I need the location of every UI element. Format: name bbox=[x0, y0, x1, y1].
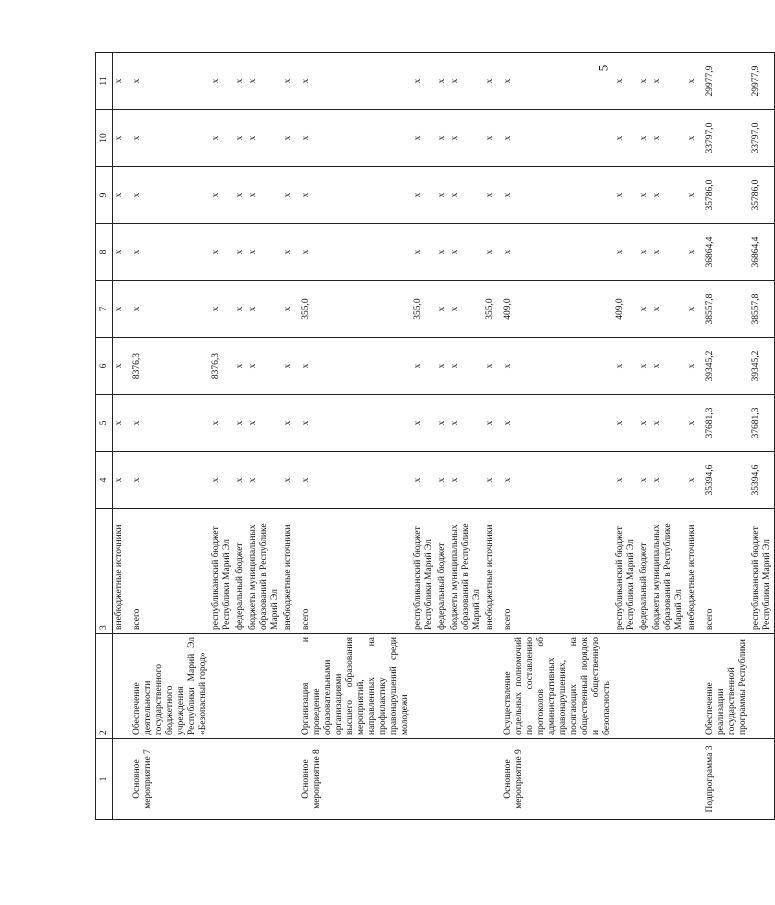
value-cell-col-9: x bbox=[686, 167, 699, 224]
value-cell-col-5: x bbox=[686, 395, 699, 452]
value-cell-col-10: x bbox=[412, 110, 436, 167]
funding-source-cell: всего bbox=[126, 509, 210, 634]
table-body bbox=[113, 53, 775, 820]
header-row bbox=[96, 53, 113, 820]
value-cell-col-4: x bbox=[113, 452, 127, 509]
activity-name-cell bbox=[651, 634, 686, 739]
funding-source-cell: бюджеты муниципальных образований в Республике Марий Эл bbox=[651, 509, 686, 634]
value-cell-col-11: x bbox=[638, 53, 651, 110]
activity-code-cell: Основное мероприятие 9 bbox=[497, 739, 614, 820]
value-cell-col-6: x bbox=[497, 338, 614, 395]
value-cell-col-11: x bbox=[295, 53, 412, 110]
value-cell-col-11: x bbox=[234, 53, 247, 110]
value-cell-col-10: 33797,0 bbox=[699, 110, 750, 167]
value-cell-col-9: x bbox=[412, 167, 436, 224]
value-cell-col-9: 35786,0 bbox=[750, 167, 775, 224]
value-cell-col-8: x bbox=[449, 224, 484, 281]
funding-source-cell: республиканский бюджет Республики Марий Эл bbox=[210, 509, 234, 634]
value-cell-col-11: x bbox=[126, 53, 210, 110]
value-cell-col-11: 29977,9 bbox=[699, 53, 750, 110]
value-cell-col-11: x bbox=[497, 53, 614, 110]
table-row bbox=[282, 53, 295, 820]
value-cell-col-11: x bbox=[113, 53, 127, 110]
activity-code-cell bbox=[484, 739, 497, 820]
table-row bbox=[247, 53, 282, 820]
value-cell-col-8: x bbox=[484, 224, 497, 281]
funding-source-cell: внебюджетные источники bbox=[484, 509, 497, 634]
value-cell-col-4: x bbox=[651, 452, 686, 509]
funding-source-cell: всего bbox=[295, 509, 412, 634]
value-cell-col-9: x bbox=[247, 167, 282, 224]
value-cell-col-8: x bbox=[126, 224, 210, 281]
value-cell-col-7: x bbox=[436, 281, 449, 338]
column-header-10: 10 bbox=[96, 110, 113, 167]
funding-source-cell: всего bbox=[699, 509, 750, 634]
value-cell-col-4: x bbox=[282, 452, 295, 509]
activity-code-cell bbox=[210, 739, 234, 820]
value-cell-col-10: x bbox=[210, 110, 234, 167]
value-cell-col-8: x bbox=[295, 224, 412, 281]
value-cell-col-5: x bbox=[282, 395, 295, 452]
activity-code-cell bbox=[614, 739, 638, 820]
column-header-11: 11 bbox=[96, 53, 113, 110]
value-cell-col-9: x bbox=[282, 167, 295, 224]
value-cell-col-8: x bbox=[638, 224, 651, 281]
value-cell-col-4: 35394,6 bbox=[699, 452, 750, 509]
value-cell-col-6: 39345,2 bbox=[699, 338, 750, 395]
rotated-table-container bbox=[95, 60, 772, 820]
activity-code-cell bbox=[686, 739, 699, 820]
table-row bbox=[210, 53, 234, 820]
activity-code-cell bbox=[449, 739, 484, 820]
value-cell-col-10: x bbox=[614, 110, 638, 167]
value-cell-col-6: x bbox=[484, 338, 497, 395]
value-cell-col-10: x bbox=[436, 110, 449, 167]
value-cell-col-7: x bbox=[126, 281, 210, 338]
value-cell-col-6: x bbox=[436, 338, 449, 395]
funding-source-cell: федеральный бюджет bbox=[234, 509, 247, 634]
value-cell-col-10: x bbox=[247, 110, 282, 167]
activity-name-cell bbox=[614, 634, 638, 739]
table-row bbox=[113, 53, 127, 820]
value-cell-col-11: x bbox=[614, 53, 638, 110]
value-cell-col-10: x bbox=[638, 110, 651, 167]
column-header-7: 7 bbox=[96, 281, 113, 338]
column-header-9: 9 bbox=[96, 167, 113, 224]
activity-name-cell: Организация и проведение образовательными организациями высшего образования мероприятий, направленных на профилактику правонарушений среди молодежи bbox=[295, 634, 412, 739]
table-row bbox=[686, 53, 699, 820]
activity-code-cell bbox=[638, 739, 651, 820]
value-cell-col-8: x bbox=[210, 224, 234, 281]
activity-name-cell bbox=[234, 634, 247, 739]
funding-source-cell: федеральный бюджет bbox=[638, 509, 651, 634]
funding-source-cell: бюджеты муниципальных образований в Республике Марий Эл bbox=[449, 509, 484, 634]
value-cell-col-7: 355,0 bbox=[484, 281, 497, 338]
value-cell-col-9: x bbox=[497, 167, 614, 224]
value-cell-col-9: x bbox=[295, 167, 412, 224]
value-cell-col-6: x bbox=[113, 338, 127, 395]
value-cell-col-7: 409,0 bbox=[497, 281, 614, 338]
activity-name-cell: Обеспечение реализации государственной программы Республики bbox=[699, 634, 750, 739]
value-cell-col-10: x bbox=[295, 110, 412, 167]
value-cell-col-9: x bbox=[436, 167, 449, 224]
activity-name-cell: Обеспечение деятельности государственного бюджетного учреждения Республики Марий Эл «Безопасный город» bbox=[126, 634, 210, 739]
value-cell-col-5: 37681,3 bbox=[699, 395, 750, 452]
value-cell-col-6: x bbox=[282, 338, 295, 395]
value-cell-col-6: 8376,3 bbox=[210, 338, 234, 395]
value-cell-col-5: x bbox=[210, 395, 234, 452]
value-cell-col-6: x bbox=[234, 338, 247, 395]
value-cell-col-4: x bbox=[497, 452, 614, 509]
value-cell-col-6: x bbox=[247, 338, 282, 395]
activity-name-cell bbox=[638, 634, 651, 739]
activity-name-cell bbox=[247, 634, 282, 739]
value-cell-col-4: x bbox=[295, 452, 412, 509]
funding-source-cell: бюджеты муниципальных образований в Республике Марий Эл bbox=[247, 509, 282, 634]
value-cell-col-8: x bbox=[412, 224, 436, 281]
page-number: 5 bbox=[595, 64, 611, 72]
value-cell-col-10: x bbox=[282, 110, 295, 167]
value-cell-col-11: x bbox=[651, 53, 686, 110]
column-header-3: 3 bbox=[96, 509, 113, 634]
activity-name-cell bbox=[436, 634, 449, 739]
table-row bbox=[126, 53, 210, 820]
activity-name-cell bbox=[484, 634, 497, 739]
activity-code-cell bbox=[436, 739, 449, 820]
value-cell-col-5: x bbox=[497, 395, 614, 452]
activity-code-cell bbox=[113, 739, 127, 820]
value-cell-col-10: x bbox=[126, 110, 210, 167]
value-cell-col-5: x bbox=[449, 395, 484, 452]
value-cell-col-11: x bbox=[449, 53, 484, 110]
column-header-4: 4 bbox=[96, 452, 113, 509]
value-cell-col-4: x bbox=[234, 452, 247, 509]
value-cell-col-11: x bbox=[412, 53, 436, 110]
value-cell-col-11: x bbox=[210, 53, 234, 110]
table-row bbox=[436, 53, 449, 820]
value-cell-col-5: x bbox=[638, 395, 651, 452]
value-cell-col-4: x bbox=[638, 452, 651, 509]
value-cell-col-4: 35394,6 bbox=[750, 452, 775, 509]
value-cell-col-4: x bbox=[449, 452, 484, 509]
value-cell-col-9: x bbox=[449, 167, 484, 224]
value-cell-col-7: x bbox=[210, 281, 234, 338]
value-cell-col-10: x bbox=[484, 110, 497, 167]
activity-name-cell bbox=[750, 634, 775, 739]
value-cell-col-5: x bbox=[295, 395, 412, 452]
value-cell-col-6: x bbox=[638, 338, 651, 395]
activity-name-cell bbox=[449, 634, 484, 739]
value-cell-col-11: x bbox=[484, 53, 497, 110]
funding-source-cell: республиканский бюджет Республики Марий Эл bbox=[412, 509, 436, 634]
value-cell-col-7: x bbox=[449, 281, 484, 338]
value-cell-col-10: x bbox=[686, 110, 699, 167]
funding-source-cell: республиканский бюджет Республики Марий Эл bbox=[614, 509, 638, 634]
value-cell-col-7: 38557,8 bbox=[750, 281, 775, 338]
value-cell-col-8: x bbox=[497, 224, 614, 281]
value-cell-col-8: x bbox=[247, 224, 282, 281]
value-cell-col-7: 355,0 bbox=[412, 281, 436, 338]
table-row bbox=[614, 53, 638, 820]
value-cell-col-8: x bbox=[614, 224, 638, 281]
value-cell-col-8: x bbox=[282, 224, 295, 281]
activity-code-cell bbox=[282, 739, 295, 820]
column-header-5: 5 bbox=[96, 395, 113, 452]
value-cell-col-11: 29977,9 bbox=[750, 53, 775, 110]
table-row bbox=[234, 53, 247, 820]
value-cell-col-7: x bbox=[282, 281, 295, 338]
value-cell-col-9: x bbox=[210, 167, 234, 224]
funding-source-cell: внебюджетные источники bbox=[113, 509, 127, 634]
value-cell-col-5: x bbox=[651, 395, 686, 452]
value-cell-col-4: x bbox=[614, 452, 638, 509]
activity-name-cell bbox=[412, 634, 436, 739]
value-cell-col-6: x bbox=[449, 338, 484, 395]
value-cell-col-10: 33797,0 bbox=[750, 110, 775, 167]
value-cell-col-7: 355,0 bbox=[295, 281, 412, 338]
value-cell-col-4: x bbox=[210, 452, 234, 509]
value-cell-col-4: x bbox=[436, 452, 449, 509]
table-row bbox=[449, 53, 484, 820]
table-row bbox=[638, 53, 651, 820]
table-row bbox=[651, 53, 686, 820]
funding-source-cell: федеральный бюджет bbox=[436, 509, 449, 634]
value-cell-col-4: x bbox=[686, 452, 699, 509]
table-row bbox=[484, 53, 497, 820]
value-cell-col-5: x bbox=[614, 395, 638, 452]
value-cell-col-4: x bbox=[412, 452, 436, 509]
value-cell-col-5: x bbox=[126, 395, 210, 452]
activity-name-cell bbox=[282, 634, 295, 739]
value-cell-col-8: x bbox=[651, 224, 686, 281]
table-row bbox=[412, 53, 436, 820]
funding-source-cell: внебюджетные источники bbox=[282, 509, 295, 634]
value-cell-col-6: 39345,2 bbox=[750, 338, 775, 395]
value-cell-col-5: x bbox=[412, 395, 436, 452]
column-header-6: 6 bbox=[96, 338, 113, 395]
value-cell-col-6: x bbox=[651, 338, 686, 395]
value-cell-col-9: x bbox=[484, 167, 497, 224]
activity-code-cell bbox=[247, 739, 282, 820]
value-cell-col-4: x bbox=[484, 452, 497, 509]
value-cell-col-4: x bbox=[247, 452, 282, 509]
value-cell-col-5: 37681,3 bbox=[750, 395, 775, 452]
value-cell-col-10: x bbox=[651, 110, 686, 167]
value-cell-col-11: x bbox=[436, 53, 449, 110]
value-cell-col-5: x bbox=[436, 395, 449, 452]
table-row bbox=[699, 53, 750, 820]
value-cell-col-9: x bbox=[113, 167, 127, 224]
value-cell-col-7: x bbox=[247, 281, 282, 338]
activity-name-cell: Осуществление отдельных полномочий по составлению протоколов об административных правонарушениях, посягающих на общественный порядок и общественную безопасность bbox=[497, 634, 614, 739]
value-cell-col-10: x bbox=[113, 110, 127, 167]
value-cell-col-9: x bbox=[651, 167, 686, 224]
value-cell-col-10: x bbox=[497, 110, 614, 167]
value-cell-col-7: 409,0 bbox=[614, 281, 638, 338]
budget-table bbox=[95, 52, 775, 820]
value-cell-col-7: x bbox=[638, 281, 651, 338]
value-cell-col-6: x bbox=[295, 338, 412, 395]
activity-code-cell: Подпрограмма 3 bbox=[699, 739, 750, 820]
value-cell-col-8: x bbox=[436, 224, 449, 281]
value-cell-col-9: x bbox=[614, 167, 638, 224]
value-cell-col-8: x bbox=[686, 224, 699, 281]
activity-name-cell bbox=[210, 634, 234, 739]
value-cell-col-7: x bbox=[686, 281, 699, 338]
activity-code-cell: Основное мероприятие 7 bbox=[126, 739, 210, 820]
activity-code-cell bbox=[651, 739, 686, 820]
activity-code-cell bbox=[234, 739, 247, 820]
column-header-1: 1 bbox=[96, 739, 113, 820]
table-row bbox=[750, 53, 775, 820]
value-cell-col-10: x bbox=[449, 110, 484, 167]
table-row bbox=[295, 53, 412, 820]
table-row bbox=[497, 53, 614, 820]
value-cell-col-7: 38557,8 bbox=[699, 281, 750, 338]
value-cell-col-5: x bbox=[234, 395, 247, 452]
value-cell-col-7: x bbox=[113, 281, 127, 338]
value-cell-col-5: x bbox=[247, 395, 282, 452]
value-cell-col-4: x bbox=[126, 452, 210, 509]
value-cell-col-10: x bbox=[234, 110, 247, 167]
value-cell-col-9: x bbox=[638, 167, 651, 224]
value-cell-col-9: x bbox=[126, 167, 210, 224]
funding-source-cell: внебюджетные источники bbox=[686, 509, 699, 634]
value-cell-col-6: x bbox=[686, 338, 699, 395]
activity-code-cell: Основное мероприятие 8 bbox=[295, 739, 412, 820]
value-cell-col-6: 8376,3 bbox=[126, 338, 210, 395]
value-cell-col-11: x bbox=[282, 53, 295, 110]
value-cell-col-7: x bbox=[651, 281, 686, 338]
value-cell-col-11: x bbox=[247, 53, 282, 110]
value-cell-col-8: 36864,4 bbox=[750, 224, 775, 281]
value-cell-col-5: x bbox=[484, 395, 497, 452]
value-cell-col-11: x bbox=[686, 53, 699, 110]
value-cell-col-6: x bbox=[412, 338, 436, 395]
value-cell-col-6: x bbox=[614, 338, 638, 395]
value-cell-col-8: x bbox=[234, 224, 247, 281]
value-cell-col-8: x bbox=[113, 224, 127, 281]
value-cell-col-7: x bbox=[234, 281, 247, 338]
activity-name-cell bbox=[686, 634, 699, 739]
funding-source-cell: республиканский бюджет Республики Марий Эл bbox=[750, 509, 775, 634]
activity-name-cell bbox=[113, 634, 127, 739]
column-header-2: 2 bbox=[96, 634, 113, 739]
funding-source-cell: всего bbox=[497, 509, 614, 634]
value-cell-col-5: x bbox=[113, 395, 127, 452]
activity-code-cell bbox=[412, 739, 436, 820]
value-cell-col-9: 35786,0 bbox=[699, 167, 750, 224]
value-cell-col-9: x bbox=[234, 167, 247, 224]
column-header-8: 8 bbox=[96, 224, 113, 281]
value-cell-col-8: 36864,4 bbox=[699, 224, 750, 281]
activity-code-cell bbox=[750, 739, 775, 820]
